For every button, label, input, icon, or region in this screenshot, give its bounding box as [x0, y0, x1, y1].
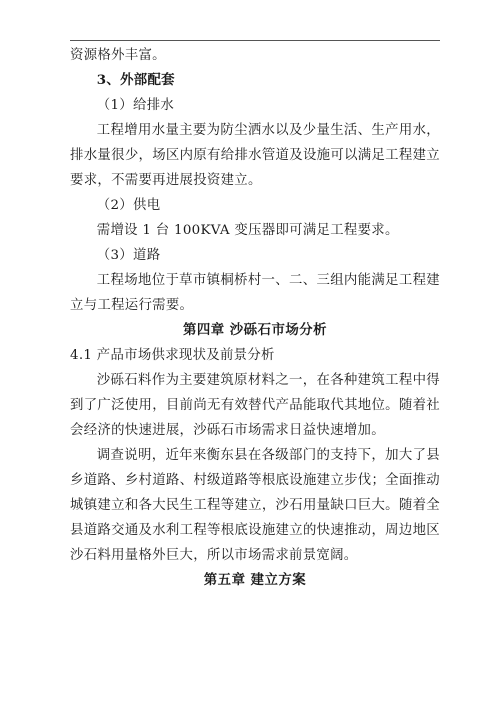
header-rule [70, 40, 440, 41]
chapter-5-title: 第五章 建立方案 [203, 572, 307, 588]
paragraph-power-supply: 需增设 1 台 100KVA 变压器即可满足工程要求。 [96, 223, 399, 238]
paragraph-market-survey: 调查说明，近年来衡东县在各级部门的支持下，加大了县乡道路、乡村道路、村级道路等根底设施建立步伐；全面推动城镇建立和各大民生工程等建立，沙石用量缺口巨大。随着全县道路交通及水利工程等根底设施建立的快速推动，周边地区沙石料用量格外巨大，所以市场需求前景宽阔。 [70, 448, 440, 563]
subheading-road: （3）道路 [96, 248, 161, 263]
section-heading-external-support: 3、外部配套 [96, 72, 175, 88]
section-4-1-heading: 4.1 产品市场供求现状及前景分析 [70, 348, 275, 363]
chapter-4-title: 第四章 沙砾石市场分析 [182, 322, 328, 338]
subheading-power-supply: （2）供电 [96, 198, 161, 213]
subheading-water-supply: （1）给排水 [96, 98, 175, 113]
paragraph-water-supply: 工程增用水量主要为防尘洒水以及少量生活、生产用水，排水量很少，场区内原有给排水管道及设施可以满足工程建立要求，不需要再进展投资建立。 [70, 123, 440, 188]
continuation-text: 资源格外丰富。 [70, 48, 166, 63]
paragraph-road: 工程场地位于草市镇桐桥村一、二、三组内能满足工程建立与工程运行需要。 [70, 273, 440, 313]
document-page [70, 43, 440, 593]
paragraph-market-usage: 沙砾石料作为主要建筑原材料之一，在各种建筑工程中得到了广泛使用，目前尚无有效替代产品能取代其地位。随着社会经济的快速进展，沙砾石市场需求日益快速增加。 [70, 373, 440, 438]
